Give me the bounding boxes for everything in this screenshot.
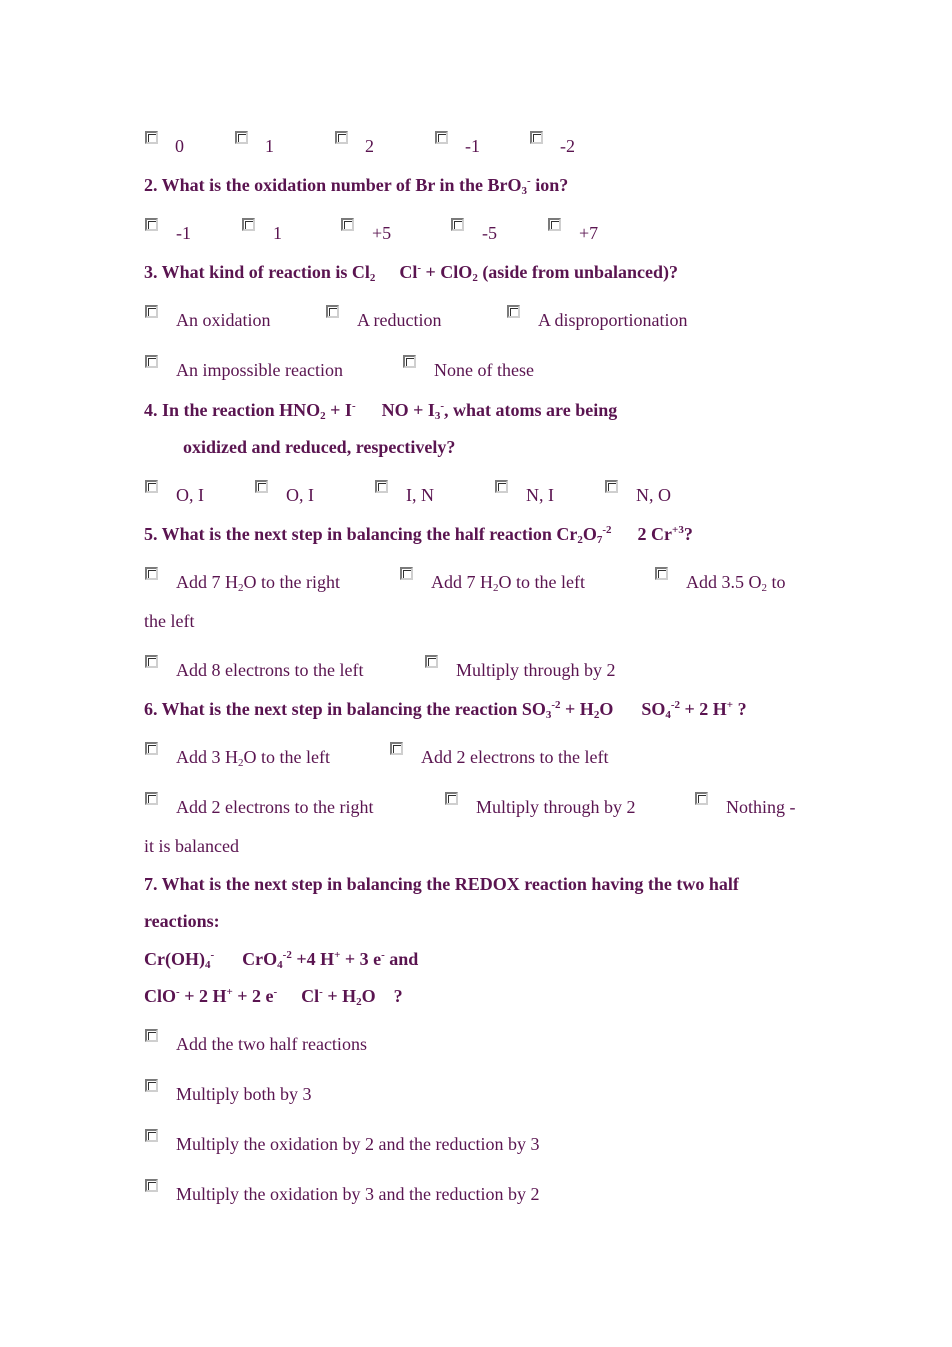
- checkbox-icon[interactable]: [390, 742, 403, 755]
- checkbox-icon[interactable]: [145, 655, 158, 668]
- q6-option-balanced-wrap: it is balanced: [144, 836, 239, 856]
- q4-question: 4. In the reaction $HNO_2 + I^-$ NO + $I_3^-$, what atoms are being: [144, 400, 618, 422]
- checkbox-icon[interactable]: [605, 480, 618, 493]
- checkbox-icon[interactable]: [695, 792, 708, 805]
- checkbox-icon[interactable]: [495, 480, 508, 493]
- checkbox-icon[interactable]: [145, 355, 158, 368]
- checkbox-icon[interactable]: [235, 131, 248, 144]
- q7-reaction-1: $Cr(OH)_4^-$ CrO$_4^{-2}$ +4 H+ + 3 e- and: [144, 949, 419, 971]
- q2-question: 2. What is the oxidation number of Br in the BrO$_3$- ion?: [144, 175, 569, 197]
- checkbox-icon[interactable]: [145, 480, 158, 493]
- checkbox-icon[interactable]: [145, 567, 158, 580]
- checkbox-icon[interactable]: [335, 131, 348, 144]
- checkbox-icon[interactable]: [242, 218, 255, 231]
- checkbox-icon[interactable]: [326, 305, 339, 318]
- checkbox-icon[interactable]: [548, 218, 561, 231]
- checkbox-icon[interactable]: [375, 480, 388, 493]
- q4-question-line2: oxidized and reduced, respectively?: [183, 437, 456, 457]
- checkbox-icon[interactable]: [145, 218, 158, 231]
- checkbox-icon[interactable]: [400, 567, 413, 580]
- q7-question: 7. What is the next step in balancing the REDOX reaction having the two half: [144, 874, 739, 894]
- q6-question: 6. What is the next step in balancing the reaction $SO_3^{-2} + H_2O$ $SO_4^{-2} + 2$ H+ ?: [144, 699, 747, 721]
- q3-question: 3. What kind of reaction is $Cl_2$ Cl- + ClO$_2$ (aside from unbalanced)?: [144, 262, 678, 284]
- checkbox-icon[interactable]: [145, 1029, 158, 1042]
- q7-reaction-2: ClO- + 2 H+ + 2 e- $Cl^- + H_2O$ ?: [144, 986, 403, 1008]
- checkbox-icon[interactable]: [451, 218, 464, 231]
- q5-question: 5. What is the next step in balancing the half reaction $Cr_2O_7^{-2}$ 2 $Cr^{+3}$?: [144, 524, 693, 546]
- checkbox-icon[interactable]: [145, 792, 158, 805]
- checkbox-icon[interactable]: [425, 655, 438, 668]
- checkbox-icon[interactable]: [445, 792, 458, 805]
- checkbox-icon[interactable]: [145, 305, 158, 318]
- checkbox-icon[interactable]: [145, 131, 158, 144]
- checkbox-icon[interactable]: [530, 131, 543, 144]
- checkbox-icon[interactable]: [145, 1129, 158, 1142]
- checkbox-icon[interactable]: [435, 131, 448, 144]
- checkbox-icon[interactable]: [255, 480, 268, 493]
- checkbox-icon[interactable]: [655, 567, 668, 580]
- checkbox-icon[interactable]: [403, 355, 416, 368]
- checkbox-icon[interactable]: [145, 1079, 158, 1092]
- checkbox-icon[interactable]: [507, 305, 520, 318]
- q7-question-line2: reactions:: [144, 911, 220, 931]
- checkbox-icon[interactable]: [145, 1179, 158, 1192]
- q5-option-oxygen-left-wrap: the left: [144, 611, 195, 631]
- checkbox-icon[interactable]: [145, 742, 158, 755]
- checkbox-icon[interactable]: [341, 218, 354, 231]
